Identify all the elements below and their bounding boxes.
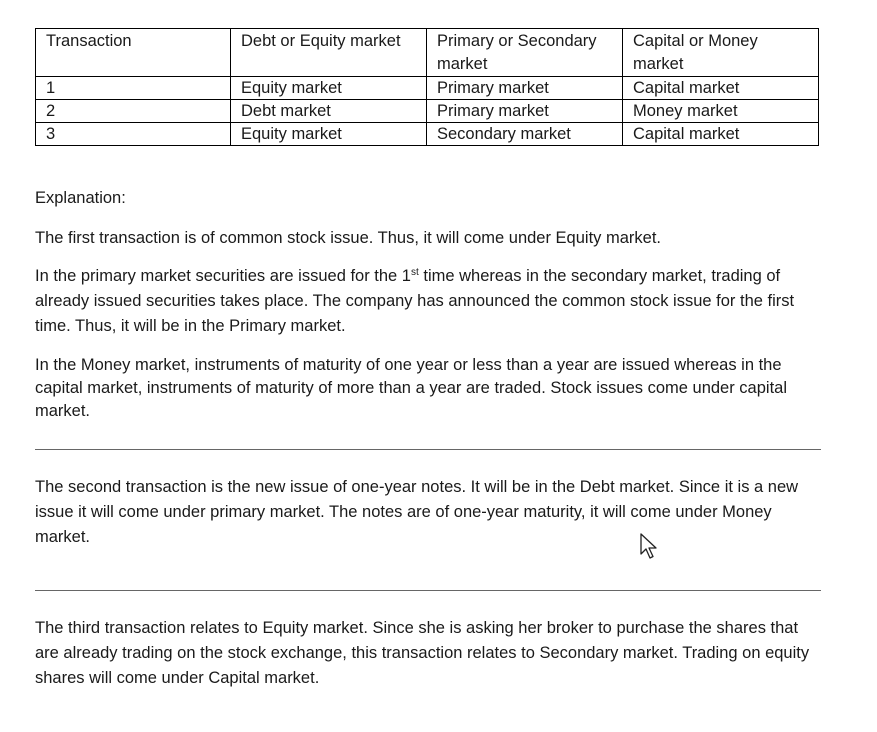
mouse-pointer-icon — [639, 532, 661, 562]
ordinal-superscript: st — [411, 267, 419, 278]
market-classification-table — [35, 28, 819, 146]
table-row — [36, 100, 819, 123]
table-cell: Debt market — [231, 100, 427, 123]
explanation-paragraph-4: The second transaction is the new issue of one-year notes. It will be in the Debt market. Since it is a new issue it will come under primary market. The notes are of one-year maturity, it will come under Money market. — [35, 478, 799, 546]
table-row — [36, 123, 819, 146]
section-divider — [35, 449, 821, 450]
table-cell: Capital market — [623, 123, 819, 146]
table-row — [36, 77, 819, 100]
header-primary-secondary: Primary or Secondary market — [427, 29, 623, 77]
explanation-paragraph-1: The first transaction is of common stock issue. Thus, it will come under Equity market. — [35, 229, 662, 247]
table-cell: Primary market — [427, 77, 623, 100]
header-transaction: Transaction — [36, 29, 231, 77]
table-cell: Equity market — [231, 123, 427, 146]
header-debt-equity: Debt or Equity market — [231, 29, 427, 77]
explanation-paragraph-2 — [35, 264, 825, 339]
table-header-row — [36, 29, 819, 77]
table-cell: Capital market — [623, 77, 819, 100]
explanation-paragraph-5: The third transaction relates to Equity market. Since she is asking her broker to purchase the shares that are already trading on the stock exchange, this transaction relates to Secondary market. Trading on equity shares will come under Capital market. — [35, 619, 810, 687]
explanation-heading: Explanation: — [35, 189, 126, 207]
table-cell: Primary market — [427, 100, 623, 123]
paragraph-text: In the primary market securities are issued for the 1 — [35, 267, 411, 285]
section-divider — [35, 590, 821, 591]
table-cell: Secondary market — [427, 123, 623, 146]
header-capital-money: Capital or Money market — [623, 29, 819, 77]
table-cell: Equity market — [231, 77, 427, 100]
table-cell: 2 — [36, 100, 231, 123]
explanation-paragraph-3: In the Money market, instruments of maturity of one year or less than a year are issued whereas in the capital market, instruments of maturity of more than a year are traded. Stock issues come under capital market. — [35, 356, 788, 420]
paragraph-text: time whereas in the secondary market, trading of already issued securities takes place. The company has announced the common stock issue for the first time. Thus, it will be in the Primary market. — [35, 267, 795, 335]
table-cell: 1 — [36, 77, 231, 100]
table-cell: 3 — [36, 123, 231, 146]
table-cell: Money market — [623, 100, 819, 123]
